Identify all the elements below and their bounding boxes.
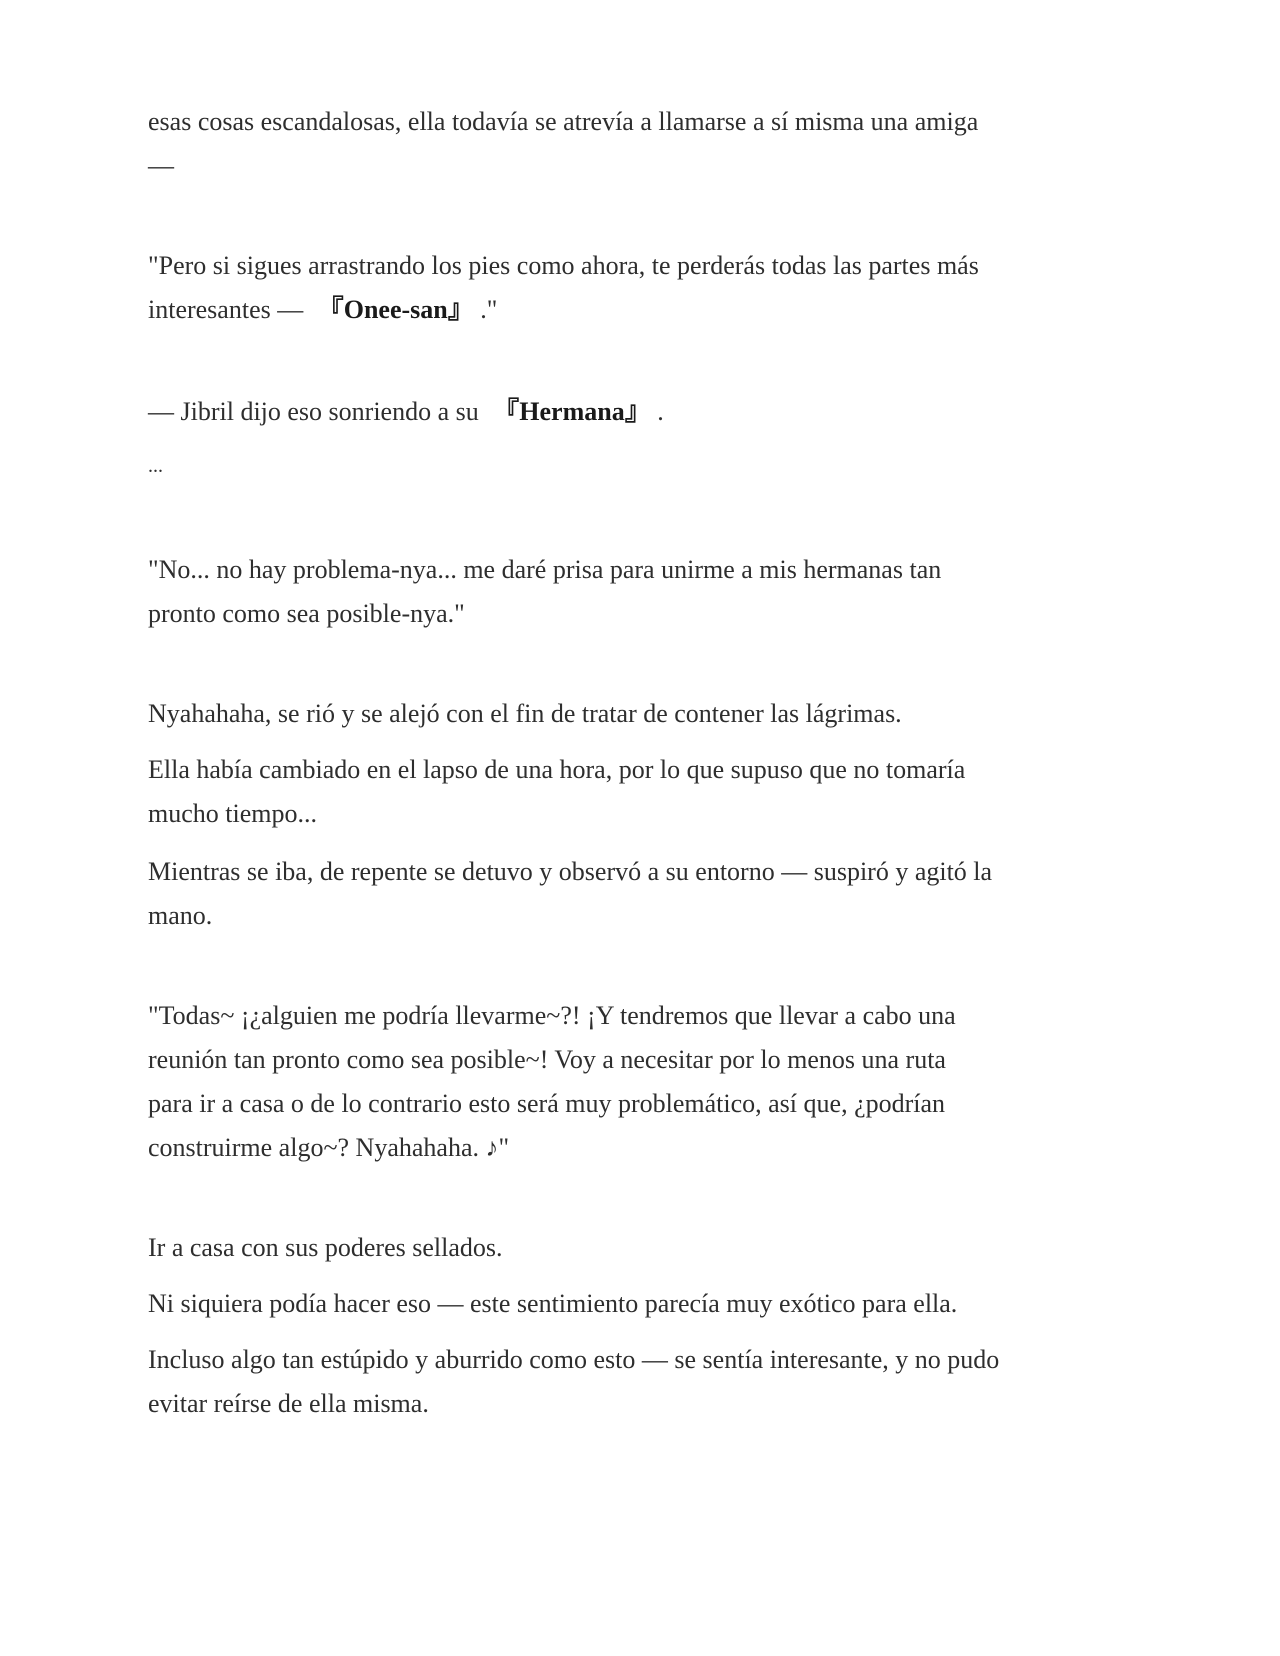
text-segment: interesantes — [148,295,310,324]
paragraph-3 [148,390,1138,434]
paragraph-5 [148,548,1138,636]
paragraph-4 [148,444,1138,488]
text-line: Incluso algo tan estúpido y aburrido como esto — se sentía interesante, y no pudo [148,1345,1000,1374]
text-line: mucho tiempo... [148,799,317,828]
text-line: esas cosas escandalosas, ella todavía se atrevía a llamarse a sí misma una amiga [148,107,979,136]
text-line: "Todas~ ¡¿alguien me podría llevarme~?! ¡Y tendremos que llevar a cabo una [148,1001,956,1030]
text-line: — [148,151,174,180]
text-line: Ella había cambiado en el lapso de una hora, por lo que supuso que no tomaría [148,755,966,784]
text-line: construirme algo~? Nyahahaha. ♪" [148,1133,510,1162]
text-line: para ir a casa o de lo contrario esto será muy problemático, así que, ¿podrían [148,1089,946,1118]
text-line: evitar reírse de ella misma. [148,1389,429,1418]
paragraph-10 [148,1226,1138,1270]
paragraph-12 [148,1338,1138,1426]
text-line: mano. [148,901,213,930]
paragraph-11 [148,1282,1138,1326]
text-line: reunión tan pronto como sea posible~! Voy a necesitar por lo menos una ruta [148,1045,946,1074]
emphasized-term: 『Onee-san』 [317,295,474,324]
text-segment: — Jibril dijo eso sonriendo a su [148,397,486,426]
text-line: "Pero si sigues arrastrando los pies como ahora, te perderás todas las partes más [148,251,979,280]
text-line: Ni siquiera podía hacer eso — este sentimiento parecía muy exótico para ella. [148,1289,958,1318]
paragraph-2 [148,244,1138,332]
paragraph-8 [148,850,1138,938]
emphasized-term: 『Hermana』 [493,397,651,426]
text-line: Nyahahaha, se rió y se alejó con el fin de tratar de contener las lágrimas. [148,699,902,728]
paragraph-1 [148,100,1138,188]
text-segment: ." [473,295,498,324]
text-segment: . [650,397,664,426]
paragraph-7 [148,748,1138,836]
text-line: Ir a casa con sus poderes sellados. [148,1233,503,1262]
text-line: "No... no hay problema-nya... me daré prisa para unirme a mis hermanas tan [148,555,942,584]
text-line: ... [148,455,163,477]
paragraph-6 [148,692,1138,736]
text-line: pronto como sea posible-nya." [148,599,465,628]
paragraph-9 [148,994,1138,1170]
text-line: Mientras se iba, de repente se detuvo y observó a su entorno — suspiró y agitó la [148,857,993,886]
